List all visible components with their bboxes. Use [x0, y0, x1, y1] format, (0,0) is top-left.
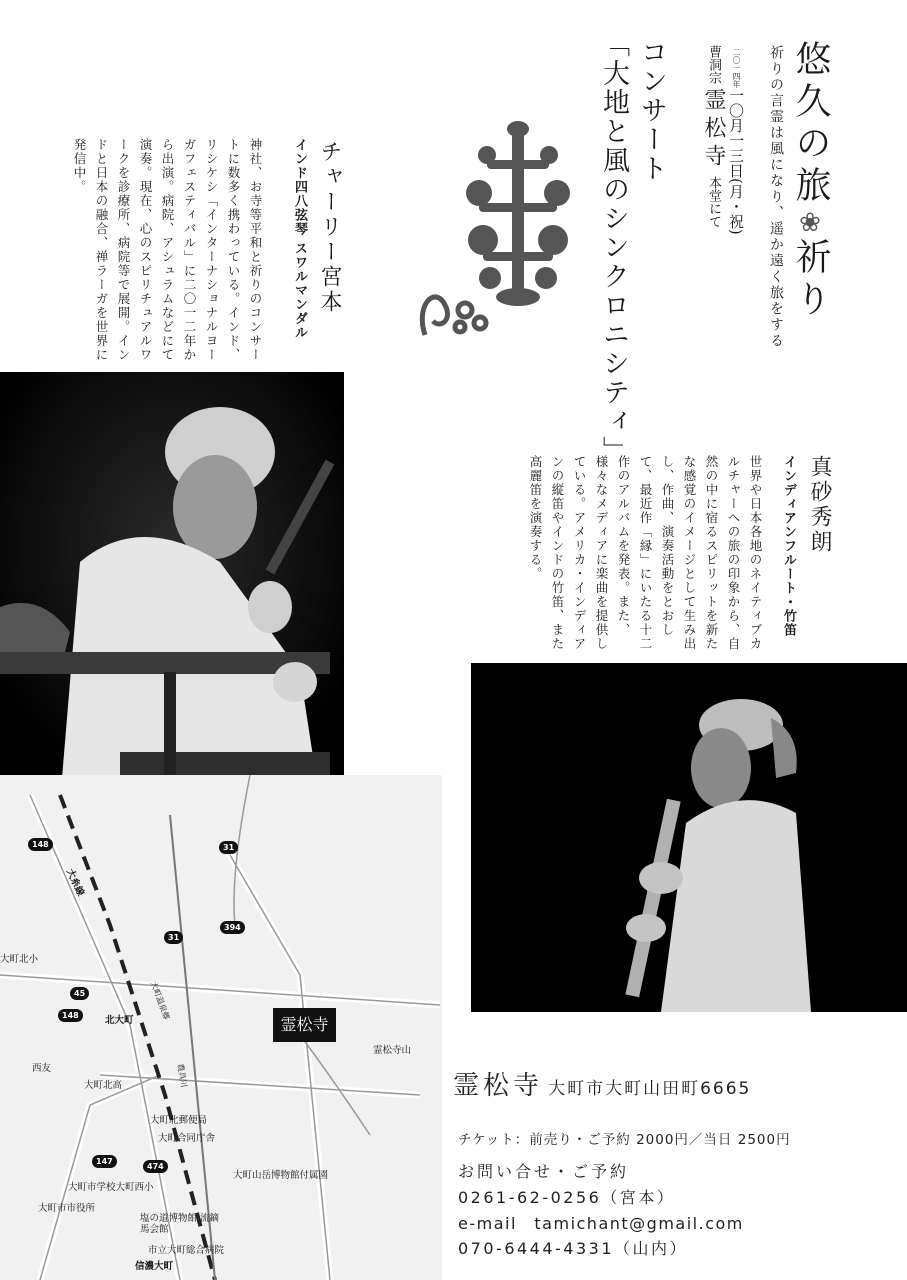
info-temple-line [453, 1065, 751, 1102]
info-phone-1: 0261-62-0256（宮本） [458, 1188, 676, 1207]
map-label-nogu-river: 農具川 [175, 1062, 189, 1089]
map-label-post-office: 大町北郵便局 [150, 1115, 208, 1126]
event-sect: 曹洞宗 [706, 45, 721, 84]
venue-map [0, 775, 442, 1280]
performer-1-photo [0, 372, 344, 804]
performer-1-name: チャーリー宮本 [317, 140, 342, 315]
info-temple-name: 霊松寺 [453, 1071, 544, 1101]
map-temple-marker: 霊松寺 [273, 1008, 336, 1042]
performer-2-name: 真砂秀朗 [807, 455, 832, 555]
event-temple: 霊松寺 [701, 88, 726, 172]
map-label-seiyu: 西友 [32, 1063, 52, 1074]
tree-ornament-icon [415, 115, 575, 345]
event-date-block [726, 48, 747, 235]
flower-icon: ❀ [795, 208, 825, 238]
map-label-city-hall: 大町市市役所 [38, 1203, 96, 1214]
performer-1-bio: 神社、お寺等平和と祈りのコンサートに数多く携わっている。インド、リシケシ「インターナショナルヨーガフェスティバル」に二〇一二年から出演。病院、アシュラムなどにて演奏。現在、心のスピリチュアルワークを診療所、病院等で展開。インドと日本の融合、禅ラーガを世界に発信中。 [72, 138, 263, 362]
info-ticket: チケット：前売り・ご予約 2000円／当日 2500円 [458, 1132, 791, 1148]
map-label-kita-omachi: 北大町 [105, 1015, 134, 1026]
map-label-onsen-road: 大町温泉郷 [148, 980, 172, 1021]
map-label-shio-museum: 塩の道博物館 流鏑馬会館 [140, 1213, 220, 1235]
map-label-hospital: 市立大町総合病院 [148, 1245, 225, 1256]
route-31-marker: 31 [219, 841, 238, 854]
event-title [790, 40, 831, 322]
performer-2-bio: 世界や日本各地のネイティブカルチャーへの旅の印象から、自然の中に宿るスピリットを新たな感覚のイメージとして生み出し、作曲、演奏活動をとおして、最近作「縁」にいたる十二作のアルバムを発表。また、様々なメディアに楽曲を提供している。アメリカ・インディアンの縦笛やインドの竹笛、また高麗笛を演奏する。 [528, 455, 763, 651]
info-email[interactable]: e-mail tamichant@gmail.com [458, 1214, 744, 1233]
info-phone-2: 070-6444-4331（山内） [458, 1239, 689, 1258]
map-label-kita-high: 大町北高 [84, 1080, 123, 1091]
route-148b-marker: 148 [58, 1009, 83, 1022]
map-label-reishoji-mountain: 霊松寺山 [373, 1045, 412, 1056]
route-394-marker: 394 [220, 921, 245, 934]
route-474-marker: 474 [143, 1160, 168, 1173]
title-part1: 悠久の旅 [790, 40, 831, 208]
title-part2: 祈り [790, 238, 831, 322]
map-label-nishi-elementary: 大町市学校大町西小 [68, 1182, 154, 1193]
map-label-shinano-omachi: 信濃大町 [135, 1261, 174, 1272]
event-year: 二〇一四年 [732, 48, 741, 88]
route-45-marker: 45 [70, 987, 89, 1000]
performer-1-role: インド四八弦琴 スワルマンダル [292, 138, 307, 340]
map-label-oito-line: 大糸線 [63, 867, 86, 898]
event-subtitle: 祈りの言霊は風になり、遥か遠く旅をする [768, 45, 784, 349]
performer-2-role: インディアンフルート・竹笛 [781, 455, 796, 637]
concert-label: コンサート [636, 38, 667, 183]
concert-title: 「大地と風のシンクロニシティ」 [598, 30, 629, 465]
performer-2-photo [471, 663, 907, 1012]
map-label-kita-elementary: 大町北小 [0, 954, 39, 965]
event-date: 一〇月一三日(月・祝) [727, 88, 745, 235]
info-contact-heading: お問い合せ・ご予約 [458, 1162, 630, 1181]
info-address: 大町市大町山田町6665 [548, 1079, 752, 1099]
map-label-museum-park: 大町山岳博物館付属園 [233, 1170, 329, 1181]
map-label-govt-office: 大町合同庁舎 [158, 1133, 216, 1144]
route-147-marker: 147 [92, 1155, 117, 1168]
event-venue-note: 本堂にて [706, 176, 721, 228]
route-148-marker: 148 [28, 838, 53, 851]
route-31b-marker: 31 [164, 931, 183, 944]
event-venue-block [698, 45, 729, 228]
